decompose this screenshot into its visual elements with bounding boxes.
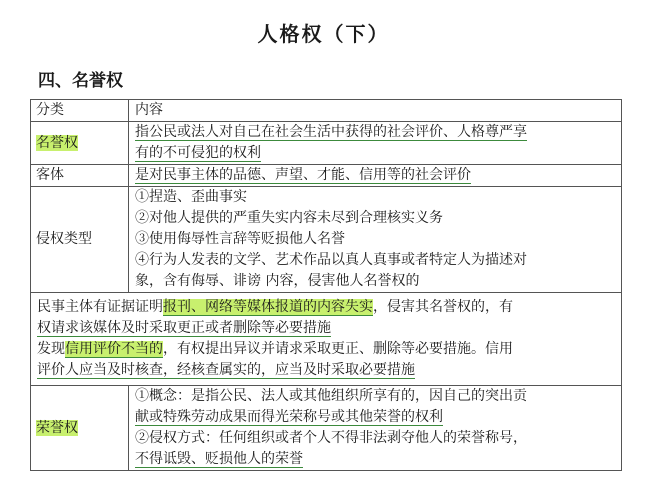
infringement-item-2: ②对他人提供的严重失实内容未尽到合理核实义务 (135, 210, 443, 226)
note-p1-line-2-text: 权请求该媒体及时采取更正或者删除等必要措施 (37, 320, 331, 336)
honor-item-2-line-2 (135, 449, 615, 470)
row-infringement-content (129, 187, 622, 293)
honor-item-2-line-2-text: 不得诋毁、贬损他人的荣誉 (135, 451, 303, 467)
row-note (31, 293, 622, 386)
row-honor-key (31, 386, 129, 471)
note-p1-line-2 (37, 318, 615, 339)
page-title: 人格权（下） (257, 22, 390, 46)
infringement-item-4-line-2: 象，含有侮辱、诽谤 内容，侵害他人名誉权的 (135, 273, 420, 289)
honor-item-1-line-2 (135, 407, 615, 428)
honor-key-text: 荣誉权 (36, 419, 78, 436)
honor-item-1-line-1: ①概念：是指公民、法人或其他组织所享有的，因自己的突出贡 (135, 388, 527, 404)
content-table (30, 99, 622, 471)
row-infringement (31, 187, 622, 293)
row-reputation-content (129, 122, 622, 165)
note-p2-line-2-text: 评价人应当及时核查，经核查属实的，应当及时采取必要措施 (37, 362, 415, 378)
row-honor-content (129, 386, 622, 471)
infringement-item-3: ③使用侮辱性言辞等贬损他人名誉 (135, 231, 345, 247)
note-p1-prefix: 民事主体有证据证明 (37, 299, 163, 315)
note-p1-suffix: ，侵害其名誉权的，有 (373, 299, 513, 315)
note-p2-line-2 (37, 360, 615, 381)
row-infringement-key: 侵权类型 (31, 187, 129, 293)
note-p2-line-1 (37, 339, 615, 360)
reputation-line-2-text: 有的不可侵犯的权利 (135, 145, 261, 161)
honor-item-2-line-1: ②侵权方式：任何组织或者个人不得非法剥夺他人的荣誉称号， (135, 430, 527, 446)
note-p1-highlight: 报刊、网络等媒体报道的内容失实 (163, 299, 373, 315)
reputation-key-text: 名誉权 (36, 134, 78, 151)
note-p2-suffix: ，有权提出异议并请求采取更正、删除等必要措施。信用 (163, 341, 513, 357)
infringement-item-1: ①捏造、歪曲事实 (135, 189, 247, 205)
row-honor (31, 386, 622, 471)
honor-item-1-line-2-text: 献或特殊劳动成果而得光荣称号或其他荣誉的权利 (135, 409, 443, 425)
header-content: 内容 (129, 100, 622, 122)
note-p1-line-1 (37, 297, 615, 318)
infringement-item-4-line-1: ④行为人发表的文学、艺术作品以真人真事或者特定人为描述对 (135, 252, 527, 268)
object-text: 是对民事主体的品德、声望、才能、信用等的社会评价 (135, 167, 471, 183)
row-reputation-key (31, 122, 129, 165)
row-object-key: 客体 (31, 165, 129, 187)
section-heading: 四、名誉权 (38, 71, 123, 91)
row-object (31, 165, 622, 187)
row-reputation (31, 122, 622, 165)
note-p2-highlight: 信用评价不当的 (65, 341, 163, 357)
table-header-row (31, 100, 622, 122)
row-object-content (129, 165, 622, 187)
reputation-line-1-text: 指公民或法人对自己在社会生活中获得的社会评价、人格尊严享 (135, 124, 527, 140)
reputation-line-2 (135, 143, 615, 164)
reputation-line-1 (135, 122, 615, 143)
row-note-content (31, 293, 622, 386)
note-p2-prefix: 发现 (37, 341, 65, 357)
header-category: 分类 (31, 100, 129, 122)
